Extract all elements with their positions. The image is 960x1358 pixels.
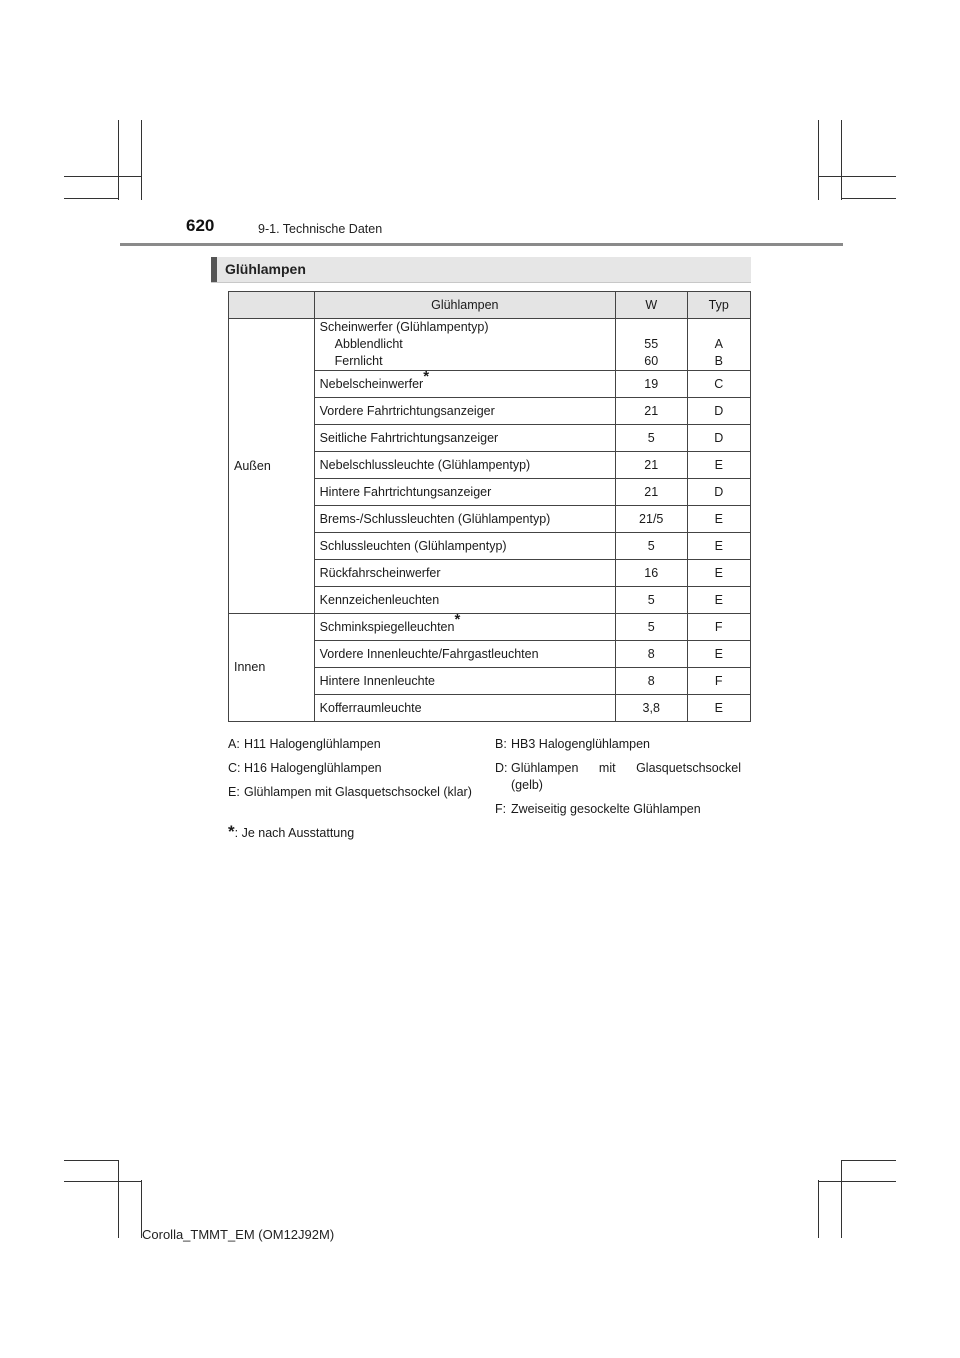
legend-key: D: (495, 761, 508, 775)
crop-mark (818, 1180, 819, 1238)
legend-text: Glühlampen mit Glasquetschsockel (klar) (244, 785, 472, 799)
legend-text: Glühlampen mit Glasquetschsockel (gelb) (511, 761, 741, 792)
header-cell: Typ (687, 292, 751, 319)
bulb-type: E (687, 695, 751, 722)
header-cell (229, 292, 315, 319)
legend-item (495, 736, 745, 754)
bulb-name: Hintere Innenleuchte (314, 668, 615, 695)
bulb-name: Brems-/Schlussleuchten (Glühlampentyp) (314, 506, 615, 533)
legend-key: B: (495, 737, 507, 751)
section-accent (211, 257, 217, 282)
crop-mark (64, 1181, 142, 1182)
bulb-name-main: Scheinwerfer (Glühlampentyp) (319, 320, 489, 334)
bulb-type: D (687, 398, 751, 425)
header-cell: W (615, 292, 687, 319)
bulb-type: E (687, 452, 751, 479)
bulb-name (314, 319, 615, 371)
document-footer: Corolla_TMMT_EM (OM12J92M) (142, 1227, 335, 1242)
bulb-name: Vordere Fahrtrichtungsanzeiger (314, 398, 615, 425)
wattage: 21 (615, 479, 687, 506)
legend-key: C: (228, 761, 241, 775)
crop-mark (841, 1160, 842, 1238)
crop-mark (118, 1160, 119, 1238)
crop-mark (141, 120, 142, 200)
crop-mark (64, 1160, 119, 1161)
wattage: 21 (615, 452, 687, 479)
bulb-table (228, 291, 751, 722)
legend-item (228, 784, 473, 820)
type-value: B (714, 354, 723, 368)
header-rule (120, 243, 843, 246)
bulb-type: E (687, 533, 751, 560)
wattage: 5 (615, 425, 687, 452)
bulb-name: Nebelscheinwerfer* (314, 371, 615, 398)
crop-mark (64, 198, 119, 199)
wattage: 3,8 (615, 695, 687, 722)
legend-item (228, 736, 473, 754)
crop-mark (818, 176, 896, 177)
bulb-type: E (687, 560, 751, 587)
bulb-type: E (687, 641, 751, 668)
bulb-type: D (687, 425, 751, 452)
wattage: 16 (615, 560, 687, 587)
wattage: 5 (615, 614, 687, 641)
crop-mark (818, 120, 819, 200)
wattage: 8 (615, 668, 687, 695)
bulb-name: Schminkspiegelleuchten* (314, 614, 615, 641)
bulb-type: D (687, 479, 751, 506)
legend-key: E: (228, 785, 240, 799)
legend-item (228, 760, 473, 778)
legend-key: A: (228, 737, 240, 751)
bulb-name: Schlussleuchten (Glühlampentyp) (314, 533, 615, 560)
wattage: 8 (615, 641, 687, 668)
bulb-type: C (687, 371, 751, 398)
chapter-title: 9-1. Technische Daten (258, 222, 383, 236)
footnote-text: : Je nach Ausstattung (234, 826, 355, 840)
wattage: 5 (615, 587, 687, 614)
wattage-value: 55 (644, 337, 659, 351)
crop-mark (118, 120, 119, 200)
bulb-name-sub: Fernlicht (334, 354, 383, 368)
wattage (615, 319, 687, 371)
bulb-type: F (687, 614, 751, 641)
bulb-type: E (687, 587, 751, 614)
wattage: 21 (615, 398, 687, 425)
crop-mark (841, 120, 842, 200)
wattage-value: 60 (644, 354, 659, 368)
footnote (228, 822, 354, 842)
bulb-name: Seitliche Fahrtrichtungsanzeiger (314, 425, 615, 452)
bulb-name: Kennzeichenleuchten (314, 587, 615, 614)
wattage: 21/5 (615, 506, 687, 533)
table-row (229, 319, 751, 371)
footnote-marker: * (423, 368, 430, 386)
legend-text: H11 Halogenglühlampen (244, 737, 381, 751)
crop-mark (64, 176, 142, 177)
table-row (229, 614, 751, 641)
bulb-name: Vordere Innenleuchte/Fahrgastleuchten (314, 641, 615, 668)
legend-key: F: (495, 802, 507, 816)
bulb-name-sub: Abblendlicht (334, 337, 403, 351)
group-label: Innen (229, 614, 315, 722)
bulb-name: Nebelschlussleuchte (Glühlampentyp) (314, 452, 615, 479)
bulb-type (687, 319, 751, 371)
crop-mark (841, 198, 896, 199)
bulb-type: F (687, 668, 751, 695)
footnote-marker: * (454, 611, 461, 629)
legend-text: HB3 Halogenglühlampen (511, 737, 650, 751)
bulb-name: Rückfahrscheinwerfer (314, 560, 615, 587)
group-label: Außen (229, 319, 315, 614)
wattage: 19 (615, 371, 687, 398)
table-header-row (229, 292, 751, 319)
legend-item (495, 760, 745, 796)
section-title: Glühlampen (225, 261, 306, 277)
bulb-type: E (687, 506, 751, 533)
type-value: A (714, 337, 723, 351)
bulb-name: Kofferraumleuchte (314, 695, 615, 722)
legend-text: Zweiseitig gesockelte Glühlampen (511, 802, 701, 816)
crop-mark (818, 1181, 896, 1182)
page-number: 620 (186, 216, 215, 235)
bulb-name: Hintere Fahrtrichtungsanzeiger (314, 479, 615, 506)
footnote-marker: * (228, 822, 235, 841)
header-cell: Glühlampen (314, 292, 615, 319)
section-header (211, 257, 751, 283)
legend-text: H16 Halogenglühlampen (244, 761, 382, 775)
wattage: 5 (615, 533, 687, 560)
legend-item (495, 801, 745, 819)
crop-mark (841, 1160, 896, 1161)
